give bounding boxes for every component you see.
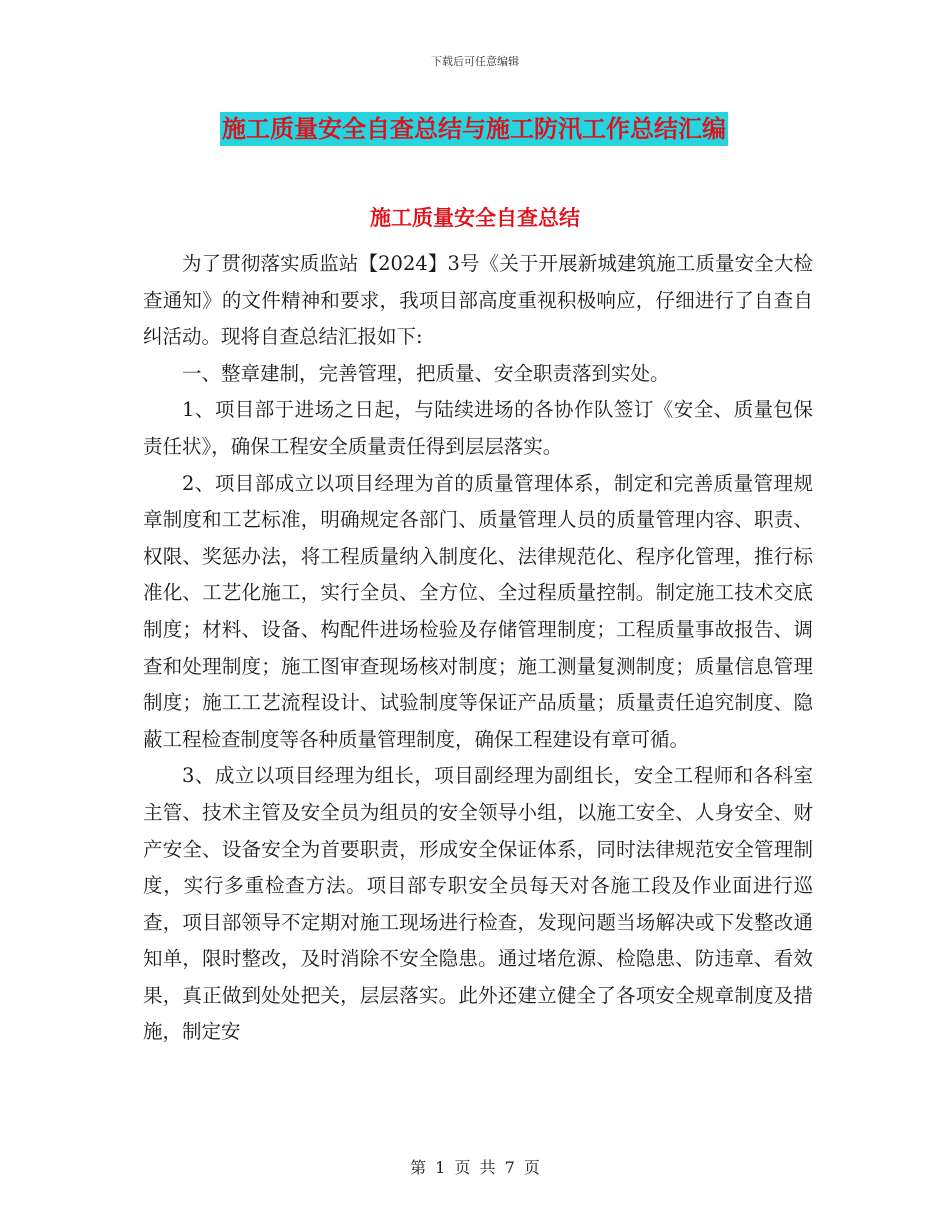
paragraph-item-1: 1、项目部于进场之日起，与陆续进场的各协作队签订《安全、质量包保责任状》，确保工程安全质量责任得到层层落实。: [143, 398, 813, 458]
paragraph-item-2: 2、项目部成立以项目经理为首的质量管理体系，制定和完善质量管理规章制度和工艺标准，明确规定各部门、质量管理人员的质量管理内容、职责、权限、奖惩办法，将工程质量纳入制度化、法律规范化、程序化管理，推行标准化、工艺化施工，实行全员、全方位、全过程质量控制。制定施工技术交底制度；材料、设备、构配件进场检验及存储管理制度；工程质量事故报告、调查和处理制度；施工图审查现场核对制度；施工测量复测制度；质量信息管理制度；施工工艺流程设计、试验制度等保证产品质量；质量责任追究制度、隐蔽工程检查制度等各种质量管理制度，确保工程建设有章可循。: [143, 471, 813, 751]
header-note: 下载后可任意编辑: [431, 55, 519, 68]
document-title: 施工质量安全自查总结与施工防汛工作总结汇编: [220, 112, 728, 146]
document-body: [143, 246, 813, 1051]
paragraph-item-3: 3、成立以项目经理为组长，项目副经理为副组长，安全工程师和各科室主管、技术主管及安全员为组员的安全领导小组，以施工安全、人身安全、财产安全、设备安全为首要职责，形成安全保证体系，同时法律规范安全管理制度，实行多重检查方法。项目部专职安全员每天对各施工段及作业面进行巡查，项目部领导不定期对施工现场进行检查，发现问题当场解决或下发整改通知单，限时整改，及时消除不安全隐患。通过堵危源、检隐患、防违章、看效果，真正做到处处把关，层层落实。此外还建立健全了各项安全规章制度及措施，制定安: [143, 764, 813, 1044]
section-title: 施工质量安全自查总结: [370, 206, 580, 230]
paragraph-heading-1: 一、整章建制，完善管理，把质量、安全职责落到实处。: [182, 361, 670, 385]
paragraph-intro: 为了贯彻落实质监站【2024】3号《关于开展新城建筑施工质量安全大检查通知》的文件精神和要求，我项目部高度重视积极响应，仔细进行了自查自纠活动。现将自查总结汇报如下:: [143, 252, 813, 349]
page-footer: 第 1 页 共 7 页: [410, 1158, 540, 1177]
